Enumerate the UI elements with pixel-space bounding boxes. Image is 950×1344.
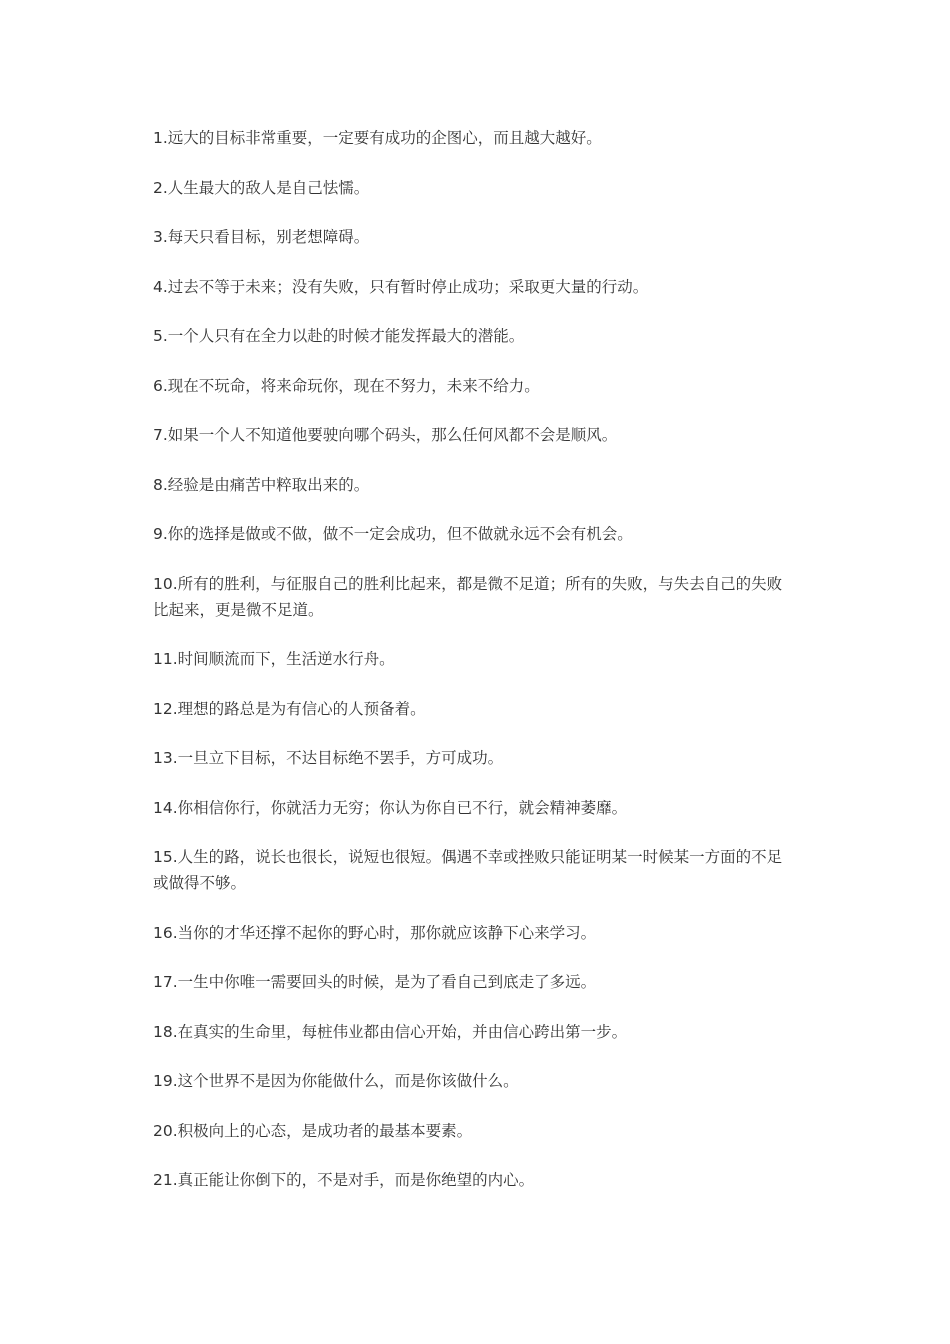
- quote-item: 20.积极向上的心态，是成功者的最基本要素。: [153, 1121, 473, 1140]
- quote-item: 15.人生的路，说长也很长，说短也很短。偶遇不幸或挫败只能证明某一时候某一方面的不足或做得不够。: [153, 848, 783, 892]
- quote-item: 8.经验是由痛苦中粹取出来的。: [153, 475, 370, 494]
- quote-item: 21.真正能让你倒下的，不是对手，而是你绝望的内心。: [153, 1171, 535, 1189]
- quote-item: 17.一生中你唯一需要回头的时候，是为了看自己到底走了多远。: [153, 973, 597, 991]
- quote-item: 2.人生最大的敌人是自己怯懦。: [153, 178, 370, 197]
- quote-item: 7.如果一个人不知道他要驶向哪个码头，那么任何风都不会是顺风。: [153, 426, 618, 444]
- quote-item: 13.一旦立下目标，不达目标绝不罢手，方可成功。: [153, 749, 504, 767]
- quote-item: 1.远大的目标非常重要，一定要有成功的企图心，而且越大越好。: [153, 129, 602, 147]
- quote-item: 5.一个人只有在全力以赴的时候才能发挥最大的潜能。: [153, 327, 525, 345]
- quote-item: 10.所有的胜利，与征服自己的胜利比起来，都是微不足道；所有的失败，与失去自己的失败比起来，更是微不足道。: [153, 574, 783, 619]
- quote-item: 3.每天只看目标，别老想障碍。: [153, 228, 370, 246]
- quote-item: 16.当你的才华还撑不起你的野心时，那你就应该静下心来学习。: [153, 923, 597, 942]
- quote-list: [153, 125, 793, 1217]
- quote-item: 18.在真实的生命里，每桩伟业都由信心开始，并由信心跨出第一步。: [153, 1022, 628, 1041]
- quote-item: 4.过去不等于未来；没有失败，只有暂时停止成功；采取更大量的行动。: [153, 277, 649, 296]
- quote-item: 11.时间顺流而下，生活逆水行舟。: [153, 650, 395, 668]
- quote-item: 6.现在不玩命，将来命玩你，现在不努力，未来不给力。: [153, 376, 540, 395]
- quote-item: 19.这个世界不是因为你能做什么，而是你该做什么。: [153, 1072, 519, 1090]
- quote-item: 9.你的选择是做或不做，做不一定会成功，但不做就永远不会有机会。: [153, 525, 633, 543]
- quote-item: 14.你相信你行，你就活力无穷；你认为你自已不行，就会精神萎靡。: [153, 798, 628, 817]
- quote-item: 12.理想的路总是为有信心的人预备着。: [153, 699, 426, 718]
